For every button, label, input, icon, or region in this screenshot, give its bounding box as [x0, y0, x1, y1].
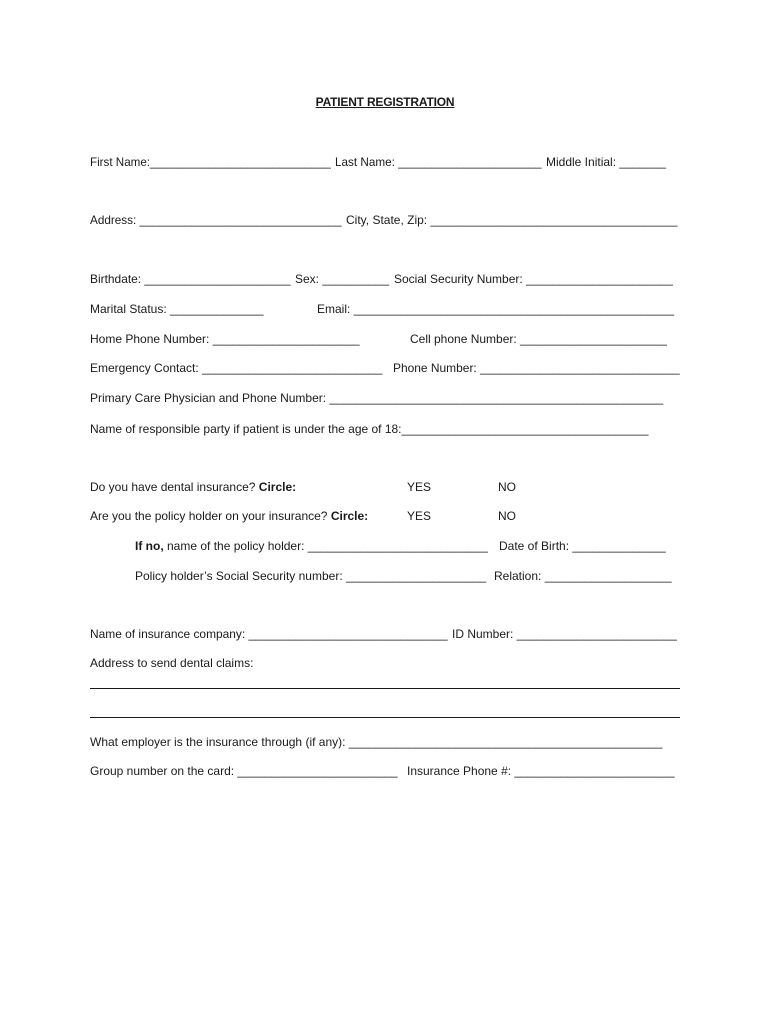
group-number-field[interactable]: Group number on the card: ________________________: [90, 764, 398, 778]
marital-email-row: [90, 301, 680, 317]
holder-dob-field[interactable]: Date of Birth: ______________: [499, 539, 666, 553]
claims-address-label: Address to send dental claims:: [90, 656, 254, 670]
policy-holder-ssn-row: [90, 568, 680, 584]
responsible-party-field[interactable]: Name of responsible party if patient is under the age of 18:_____________________________________: [90, 422, 649, 436]
address-row: [90, 212, 680, 228]
employer-field[interactable]: What employer is the insurance through (if any): _______________________________________________: [90, 735, 663, 749]
claims-address-line-2[interactable]: [90, 717, 680, 718]
dental-insurance-question: [90, 479, 296, 495]
name-row: [90, 154, 680, 170]
id-number-field[interactable]: ID Number: ________________________: [452, 627, 677, 641]
address-field[interactable]: Address: _______________________________: [90, 213, 342, 227]
circle-instruction: Circle:: [258, 480, 297, 494]
primary-care-field[interactable]: Primary Care Physician and Phone Number: __________________________________________________: [90, 391, 664, 405]
policy-holder-yes[interactable]: YES: [407, 509, 432, 523]
middle-initial-field[interactable]: Middle Initial: _______: [546, 155, 667, 169]
policy-holder-name-text: name of the policy holder: ___________________________: [163, 539, 488, 553]
dental-insurance-text: Do you have dental insurance?: [90, 480, 259, 494]
birthdate-row: [90, 271, 680, 287]
if-no-label: If no,: [135, 539, 164, 553]
policy-holder-question: [90, 508, 368, 524]
insurance-company-field[interactable]: Name of insurance company: ______________________________: [90, 627, 448, 641]
circle-instruction: Circle:: [330, 509, 369, 523]
sex-field[interactable]: Sex: __________: [295, 272, 390, 286]
home-phone-field[interactable]: Home Phone Number: ______________________: [90, 332, 360, 346]
last-name-field[interactable]: Last Name: ______________________: [335, 155, 542, 169]
cell-phone-field[interactable]: Cell phone Number: ______________________: [410, 332, 667, 346]
emergency-row: [90, 360, 680, 376]
email-field[interactable]: Email: ________________________________________________: [317, 302, 675, 316]
ssn-field[interactable]: Social Security Number: ______________________: [394, 272, 673, 286]
primary-care-row: [90, 390, 680, 406]
relation-field[interactable]: Relation: ___________________: [494, 569, 672, 583]
policy-holder-text: Are you the policy holder on your insurance?: [90, 509, 331, 523]
insurance-company-row: [90, 626, 680, 642]
phone-row: [90, 331, 680, 347]
form-title: PATIENT REGISTRATION: [315, 95, 455, 109]
emergency-contact-field[interactable]: Emergency Contact: ___________________________: [90, 361, 383, 375]
policy-holder-row: [90, 508, 680, 524]
insurance-phone-field[interactable]: Insurance Phone #: ________________________: [407, 764, 675, 778]
emergency-phone-field[interactable]: Phone Number: ______________________________: [393, 361, 680, 375]
city-state-zip-field[interactable]: City, State, Zip: _____________________________________: [346, 213, 678, 227]
birthdate-field[interactable]: Birthdate: ______________________: [90, 272, 291, 286]
claims-address-row: [90, 655, 680, 671]
dental-insurance-row: [90, 479, 680, 495]
responsible-party-row: [90, 421, 680, 437]
marital-status-field[interactable]: Marital Status: ______________: [90, 302, 264, 316]
dental-insurance-yes[interactable]: YES: [407, 480, 432, 494]
employer-row: [90, 734, 680, 750]
first-name-field[interactable]: First Name:____________________________: [90, 155, 331, 169]
policy-holder-name-row: [90, 538, 680, 554]
dental-insurance-no[interactable]: NO: [498, 480, 516, 494]
holder-ssn-field[interactable]: Policy holder’s Social Security number: _____________________: [135, 569, 487, 583]
claims-address-line-1[interactable]: [90, 688, 680, 689]
group-number-row: [90, 763, 680, 779]
policy-holder-no[interactable]: NO: [498, 509, 516, 523]
policy-holder-name-field[interactable]: [135, 538, 488, 554]
